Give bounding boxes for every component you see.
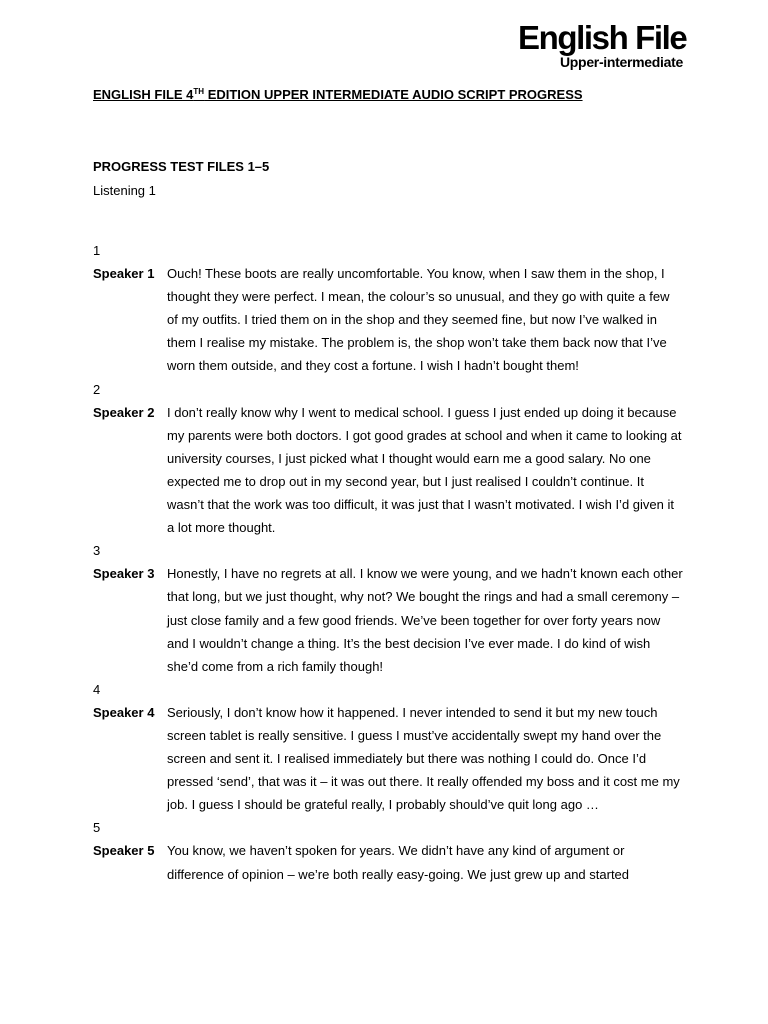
speaker-text: You know, we haven’t spoken for years. We didn’t have any kind of argument or difference of opinion – we’re both really easy-going. We just grew up and started [167,843,630,882]
entry-number: 1 [93,243,101,258]
english-file-logo [518,19,738,70]
speaker-text: Ouch! These boots are really uncomfortable. You know, when I saw them in the shop, I thought they were perfect. I mean, the colour’s so unusual, and they go with quite a few of my outfits. I tried them on in the shop and they seemed fine, but now I’ve walked in them I realise my mistake. The problem is, the shop won’t take them back now that I’ve worn them outside, and they cost a fortune. I wish I hadn’t bought them! [167,266,670,374]
script-entry [93,401,683,540]
script-entry [93,562,683,677]
script-entry [93,262,683,377]
speaker-text: Honestly, I have no regrets at all. I know we were young, and we hadn’t known each other that long, but we just thought, why not? We bought the rings and had a small ceremony – just close family and a few good friends. We’ve been together for over forty years now and I wouldn’t change a thing. It’s the best decision I’ve ever made. I do kind of wish she’d come from a rich family though! [167,566,683,674]
document-title-superscript: TH [193,87,205,96]
section-subtitle: Listening 1 [93,183,156,198]
entry-number: 3 [93,543,101,559]
logo-subtitle: Upper-intermediate [560,54,683,70]
speaker-label: Speaker 5 [93,843,155,859]
script-entry [93,701,683,816]
speaker-text: Seriously, I don’t know how it happened. I never intended to send it but my new touch screen tablet is really sensitive. I guess I must’ve accidentally swept my hand over the screen and sent it. I realised immediately but there was nothing I could do. Once I’d pressed ‘send’, that was it – it was out there. It really offended my boss and it cost me my job. I guess I should be grateful really, I probably should’ve quit long ago … [167,704,680,813]
script-entry [93,839,683,885]
document-title-prefix: ENGLISH FILE 4 [93,87,194,102]
audio-script [93,239,683,886]
logo-title: English File [518,19,687,56]
entry-number: 5 [93,820,101,836]
entry-number: 2 [93,381,101,397]
speaker-label: Speaker 3 [93,566,155,582]
section-title: PROGRESS TEST FILES 1–5 [93,159,270,174]
entry-number: 4 [93,681,101,697]
speaker-label: Speaker 4 [93,704,155,720]
document-title-suffix: EDITION UPPER INTERMEDIATE AUDIO SCRIPT PROGRESS [204,87,583,102]
speaker-text: I don’t really know why I went to medical school. I guess I just ended up doing it because my parents were both doctors. I got good grades at school and when it came to looking at university courses, I just picked what I thought would earn me a good salary. No one expected me to drop out in my second year, but I just realised I couldn’t continue. It wasn’t that the work was too difficult, it was just that I wasn’t motivated. I wish I’d given it a lot more thought. [167,404,682,536]
speaker-label: Speaker 2 [93,404,155,420]
document-title [93,87,583,102]
speaker-label: Speaker 1 [93,266,155,282]
